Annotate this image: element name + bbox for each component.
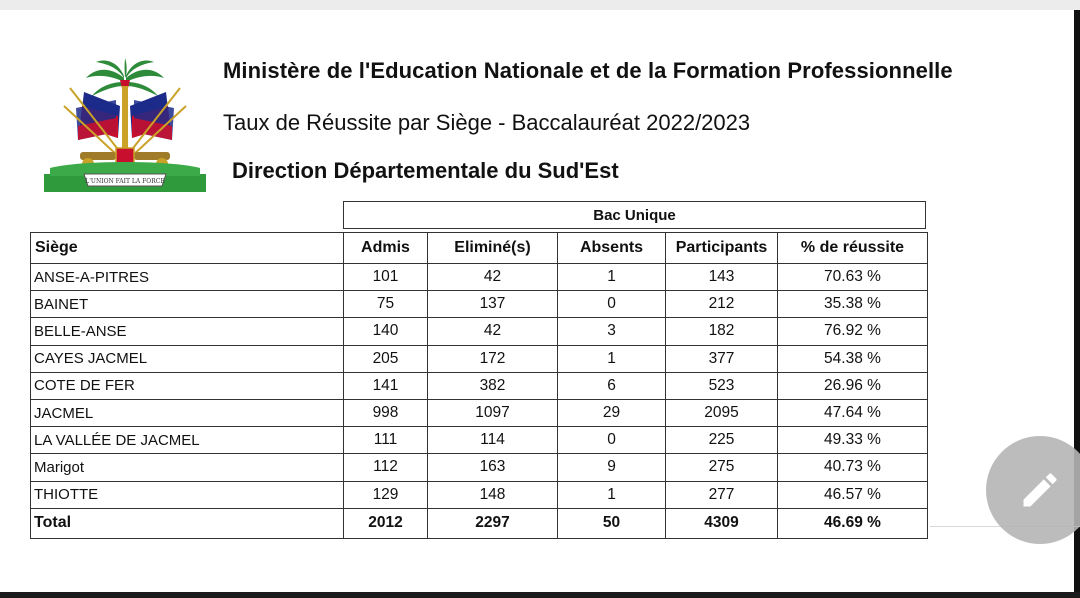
admis-cell: 112 bbox=[344, 454, 428, 481]
participants-cell: 377 bbox=[666, 345, 778, 372]
absents-cell: 0 bbox=[558, 427, 666, 454]
table-row bbox=[31, 427, 928, 454]
participants-cell: 275 bbox=[666, 454, 778, 481]
reussite-cell: 54.38 % bbox=[778, 345, 928, 372]
siege-cell: BAINET bbox=[31, 291, 344, 318]
total-elimines: 2297 bbox=[428, 508, 558, 538]
reussite-cell: 70.63 % bbox=[778, 264, 928, 291]
admis-cell: 205 bbox=[344, 345, 428, 372]
reussite-cell: 49.33 % bbox=[778, 427, 928, 454]
edit-button[interactable] bbox=[986, 436, 1080, 544]
coat-of-arms-emblem bbox=[40, 56, 210, 196]
reussite-cell: 26.96 % bbox=[778, 372, 928, 399]
participants-cell: 143 bbox=[666, 264, 778, 291]
elimines-cell: 172 bbox=[428, 345, 558, 372]
table-header-row bbox=[31, 233, 928, 264]
participants-cell: 212 bbox=[666, 291, 778, 318]
siege-cell: BELLE-ANSE bbox=[31, 318, 344, 345]
participants-cell: 523 bbox=[666, 372, 778, 399]
absents-cell: 6 bbox=[558, 372, 666, 399]
elimines-cell: 114 bbox=[428, 427, 558, 454]
participants-cell: 277 bbox=[666, 481, 778, 508]
elimines-cell: 1097 bbox=[428, 399, 558, 426]
bac-unique-header: Bac Unique bbox=[343, 201, 926, 229]
absents-cell: 1 bbox=[558, 345, 666, 372]
absents-cell: 1 bbox=[558, 264, 666, 291]
direction-title: Direction Départementale du Sud'Est bbox=[232, 158, 619, 183]
total-row bbox=[31, 508, 928, 538]
total-admis: 2012 bbox=[344, 508, 428, 538]
results-table bbox=[30, 232, 928, 539]
reussite-cell: 47.64 % bbox=[778, 399, 928, 426]
siege-cell: CAYES JACMEL bbox=[31, 345, 344, 372]
admis-cell: 998 bbox=[344, 399, 428, 426]
table-row bbox=[31, 291, 928, 318]
elimines-cell: 42 bbox=[428, 318, 558, 345]
table-row bbox=[31, 481, 928, 508]
elimines-cell: 163 bbox=[428, 454, 558, 481]
table-row bbox=[31, 318, 928, 345]
admis-cell: 101 bbox=[344, 264, 428, 291]
total-absents: 50 bbox=[558, 508, 666, 538]
admis-cell: 129 bbox=[344, 481, 428, 508]
reussite-cell: 76.92 % bbox=[778, 318, 928, 345]
participants-cell: 225 bbox=[666, 427, 778, 454]
table-row bbox=[31, 345, 928, 372]
column-header-elimines: Eliminé(s) bbox=[428, 233, 558, 264]
siege-cell: THIOTTE bbox=[31, 481, 344, 508]
siege-cell: Marigot bbox=[31, 454, 344, 481]
siege-cell: COTE DE FER bbox=[31, 372, 344, 399]
participants-cell: 2095 bbox=[666, 399, 778, 426]
emblem-motto: L'UNION FAIT LA FORCE bbox=[85, 178, 165, 185]
elimines-cell: 42 bbox=[428, 264, 558, 291]
table-row bbox=[31, 264, 928, 291]
column-header-admis: Admis bbox=[344, 233, 428, 264]
admis-cell: 75 bbox=[344, 291, 428, 318]
bottom-band bbox=[0, 592, 1080, 598]
elimines-cell: 382 bbox=[428, 372, 558, 399]
table-row bbox=[31, 454, 928, 481]
ministry-title: Ministère de l'Education Nationale et de la Formation Professionnelle bbox=[223, 58, 953, 83]
siege-cell: ANSE-A-PITRES bbox=[31, 264, 344, 291]
report-subtitle: Taux de Réussite par Siège - Baccalauréat 2022/2023 bbox=[223, 110, 751, 135]
admis-cell: 111 bbox=[344, 427, 428, 454]
total-participants: 4309 bbox=[666, 508, 778, 538]
reussite-cell: 40.73 % bbox=[778, 454, 928, 481]
reussite-cell: 46.57 % bbox=[778, 481, 928, 508]
column-header-participants: Participants bbox=[666, 233, 778, 264]
total-label: Total bbox=[31, 508, 344, 538]
total-reussite: 46.69 % bbox=[778, 508, 928, 538]
absents-cell: 1 bbox=[558, 481, 666, 508]
reussite-cell: 35.38 % bbox=[778, 291, 928, 318]
admis-cell: 140 bbox=[344, 318, 428, 345]
participants-cell: 182 bbox=[666, 318, 778, 345]
table-row bbox=[31, 372, 928, 399]
top-band bbox=[0, 0, 1080, 10]
absents-cell: 3 bbox=[558, 318, 666, 345]
table-row bbox=[31, 399, 928, 426]
siege-cell: LA VALLÉE DE JACMEL bbox=[31, 427, 344, 454]
absents-cell: 29 bbox=[558, 399, 666, 426]
column-header-siege: Siège bbox=[31, 233, 344, 264]
absents-cell: 0 bbox=[558, 291, 666, 318]
admis-cell: 141 bbox=[344, 372, 428, 399]
elimines-cell: 148 bbox=[428, 481, 558, 508]
column-header-absents: Absents bbox=[558, 233, 666, 264]
pencil-icon bbox=[1018, 468, 1062, 512]
absents-cell: 9 bbox=[558, 454, 666, 481]
column-header-reussite: % de réussite bbox=[778, 233, 928, 264]
elimines-cell: 137 bbox=[428, 291, 558, 318]
siege-cell: JACMEL bbox=[31, 399, 344, 426]
